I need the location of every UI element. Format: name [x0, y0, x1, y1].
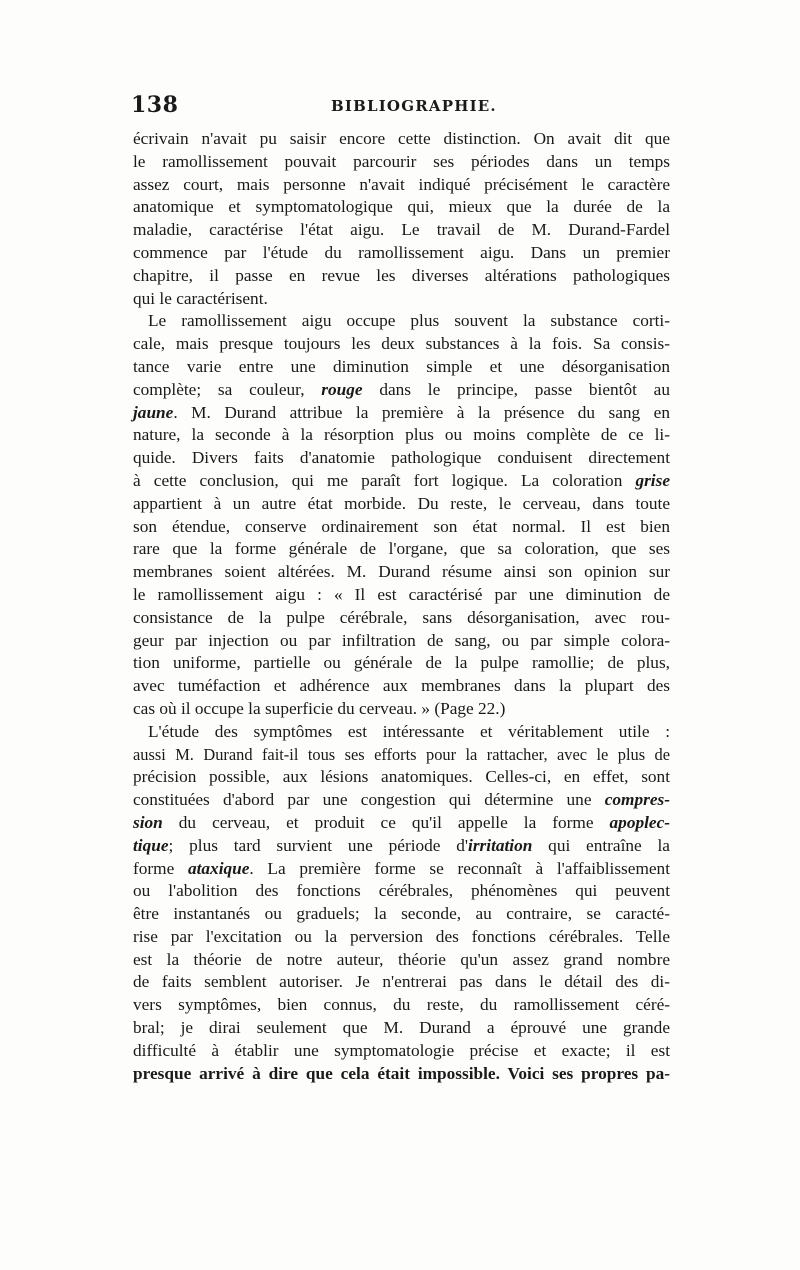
text-line: constituées d'abord par une congestion qui détermine une compres-	[133, 790, 670, 810]
text-line: qui le caractérisent.	[133, 288, 268, 308]
text-line: rare que la forme générale de l'organe, que sa coloration, que ses	[133, 539, 670, 559]
text-line: est la théorie de notre auteur, théorie qu'un assez grand nombre	[133, 949, 670, 969]
text-line: nature, la seconde à la résorption plus ou moins complète de ce li-	[133, 425, 670, 445]
text-line: être instantanés ou graduels; la seconde, au contraire, se caracté-	[133, 904, 670, 924]
text-line: son étendue, conserve ordinairement son état normal. Il est bien	[133, 516, 670, 536]
running-head: BIBLIOGRAPHIE.	[331, 97, 497, 115]
text-line: presque arrivé à dire que cela était impossible. Voici ses propres pa-	[133, 1063, 670, 1083]
text-line: cale, mais presque toujours les deux substances à la fois. Sa consis-	[133, 334, 670, 354]
text-line: bral; je dirai seulement que M. Durand a éprouvé une grande	[133, 1018, 670, 1038]
text-line: rise par l'excitation ou la perversion des fonctions cérébrales. Telle	[133, 926, 670, 946]
text-line: appartient à un autre état morbide. Du reste, le cerveau, dans toute	[133, 493, 670, 513]
text-line: aussi M. Durand fait-il tous ses efforts pour la rattacher, avec le plus de	[133, 744, 670, 764]
text-line: vers symptômes, bien connus, du reste, du ramollissement céré-	[133, 995, 670, 1015]
body-text	[133, 128, 670, 1085]
text-line: anatomique et symptomatologique qui, mieux que la durée de la	[133, 197, 670, 217]
text-line: geur par injection ou par infiltration de sang, ou par simple colora-	[133, 630, 670, 650]
text-line: quide. Divers faits d'anatomie pathologique conduisent directement	[133, 448, 670, 468]
text-line: écrivain n'avait pu saisir encore cette distinction. On avait dit que	[133, 129, 670, 148]
text-line: tique; plus tard survient une période d'irritation qui entraîne la	[133, 835, 670, 855]
text-line: de faits semblent autoriser. Je n'entrerai pas dans le détail des di-	[133, 972, 670, 992]
text-line: complète; sa couleur, rouge dans le principe, passe bientôt au	[133, 379, 670, 399]
text-line: chapitre, il passe en revue les diverses altérations pathologiques	[133, 265, 670, 285]
text-line: maladie, caractérise l'état aigu. Le travail de M. Durand-Fardel	[133, 220, 670, 240]
text-line: sion du cerveau, et produit ce qu'il appelle la forme apoplec-	[133, 812, 670, 832]
text-line: à cette conclusion, qui me paraît fort logique. La coloration grise	[133, 470, 670, 490]
text-line: commence par l'étude du ramollissement aigu. Dans un premier	[133, 242, 670, 262]
text-line: jaune. M. Durand attribue la première à la présence du sang en	[133, 402, 670, 422]
text-line: consistance de la pulpe cérébrale, sans désorganisation, avec rou-	[133, 607, 670, 627]
text-line: avec tuméfaction et adhérence aux membranes dans la plupart des	[133, 676, 670, 696]
text-line: L'étude des symptômes est intéressante et véritablement utile :	[148, 721, 670, 741]
text-line: ou l'abolition des fonctions cérébrales, phénomènes qui peuvent	[133, 881, 670, 901]
text-line: membranes soient altérées. M. Durand résume ainsi son opinion sur	[133, 562, 670, 582]
text-line: le ramollissement aigu : « Il est caractérisé par une diminution de	[133, 584, 670, 604]
text-line: précision possible, aux lésions anatomiques. Celles-ci, en effet, sont	[133, 767, 670, 787]
text-line: difficulté à établir une symptomatologie précise et exacte; il est	[133, 1040, 670, 1060]
text-line: tance varie entre une diminution simple et une désorganisation	[133, 356, 670, 376]
text-line: le ramollissement pouvait parcourir ses périodes dans un temps	[133, 151, 670, 171]
text-line: forme ataxique. La première forme se reconnaît à l'affaiblissement	[133, 858, 671, 878]
text-line: tion uniforme, partielle ou générale de la pulpe ramollie; de plus,	[133, 653, 670, 673]
text-line: cas où il occupe la superficie du cerveau. » (Page 22.)	[133, 698, 506, 718]
page-number: 138	[131, 92, 179, 118]
text-line: Le ramollissement aigu occupe plus souvent la substance corti-	[148, 311, 670, 331]
page-header	[131, 92, 671, 122]
text-line: assez court, mais personne n'avait indiqué précisément le caractère	[133, 174, 670, 194]
